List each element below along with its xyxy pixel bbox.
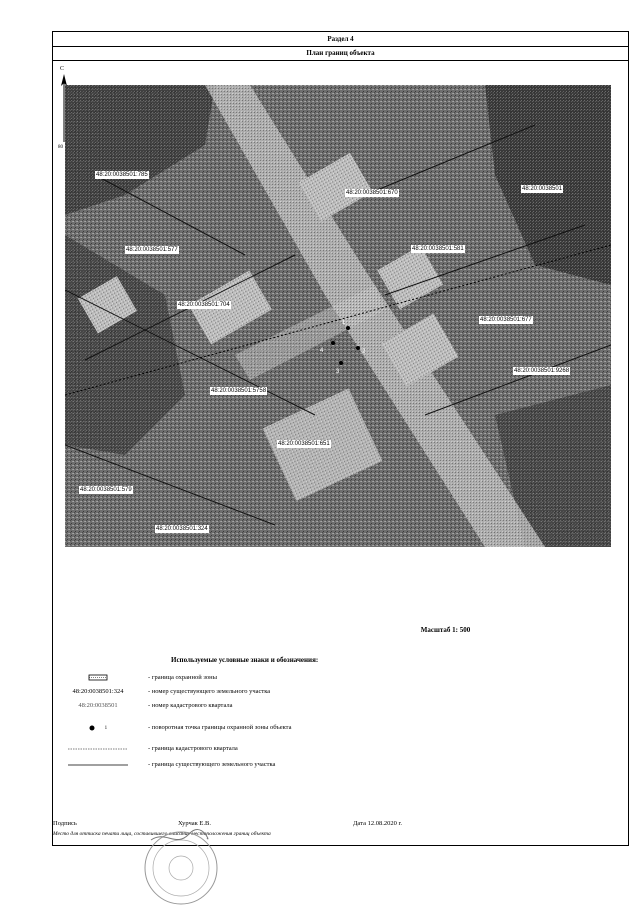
- legend-text: - граница существующего земельного участка: [148, 761, 276, 768]
- parcel-label: 48:20:0038501:579: [80, 487, 132, 493]
- point-label: 1: [342, 320, 346, 326]
- legend-item: [53, 722, 630, 734]
- legend-text: - граница кадастрового квартала: [148, 745, 238, 752]
- parcel-label: 48:20:0038501:651: [278, 441, 330, 447]
- legend-item: [53, 686, 630, 698]
- parcel-label: 48:20:0038501:677: [480, 317, 532, 323]
- legend-item: [53, 700, 630, 712]
- legend-symbol: [53, 672, 143, 684]
- parcel-boundary-icon: [68, 763, 128, 767]
- legend-text: - номер кадастрового квартала: [148, 702, 233, 709]
- point-number: 1: [104, 726, 108, 731]
- parcel-label: 48:20:0038501:785: [96, 172, 148, 178]
- parcel-label: 48:20:0038501:5758: [211, 388, 267, 394]
- parcel-label: 48:20:0038501:581: [412, 246, 464, 252]
- quarter-boundary-icon: [68, 747, 128, 751]
- legend-item: [53, 672, 630, 684]
- signature-label: Подпись: [53, 820, 77, 827]
- legend-item: [53, 743, 630, 755]
- legend-symbol: 48:20:0038501:324: [72, 688, 124, 695]
- legend-symbol: [53, 722, 143, 735]
- boundary-point-3: [339, 361, 343, 365]
- section-header: Раздел 4: [53, 32, 628, 47]
- point-label: 2: [362, 349, 366, 355]
- seal-note: Место для оттиска печати лица, составившего описание местоположения границ объекта: [53, 831, 271, 837]
- satellite-map: [65, 85, 611, 547]
- document-frame: [52, 31, 629, 846]
- boundary-point-2: [356, 346, 360, 350]
- boundary-point-4: [331, 341, 335, 345]
- parcel-label: 48:20:0038501:704: [178, 302, 230, 308]
- boundary-point-1: [346, 326, 350, 330]
- legend-text: - поворотная точка границы охранной зоны объекта: [148, 724, 292, 731]
- signature-date: Дата 12.08.2020 г.: [353, 820, 403, 827]
- parcel-label: 48:20:0038501:324: [156, 526, 208, 532]
- point-label: 4: [320, 348, 324, 354]
- legend-symbol: 48:20:0038501: [78, 702, 118, 709]
- legend-item: [53, 759, 630, 771]
- scale-text: Масштаб 1: 500: [420, 626, 471, 634]
- scale-value: 80: [58, 145, 63, 150]
- legend-text: - номер существующего земельного участка: [148, 688, 271, 695]
- legend-symbol: [53, 743, 143, 755]
- legend-title: Используемые условные знаки и обозначения:: [171, 656, 319, 664]
- legend-text: - граница охранной зоны: [148, 674, 217, 681]
- plan-title: План границ объекта: [53, 46, 628, 61]
- point-dot-icon: [89, 725, 95, 731]
- legend-symbol: [53, 759, 143, 771]
- stamp-seal-icon: [141, 828, 221, 908]
- signer-name: Хурчак Е.В.: [178, 820, 211, 827]
- protection-zone-icon: [88, 674, 108, 682]
- parcel-label: 48:20:0038501:9268: [514, 368, 570, 374]
- parcel-label: 48:20:0038501:670: [346, 190, 398, 196]
- parcel-label: 48:20:0038501:577: [126, 247, 178, 253]
- quarter-label: 48:20:0038501: [522, 186, 563, 192]
- north-letter: С: [60, 66, 65, 72]
- point-label: 3: [336, 369, 340, 375]
